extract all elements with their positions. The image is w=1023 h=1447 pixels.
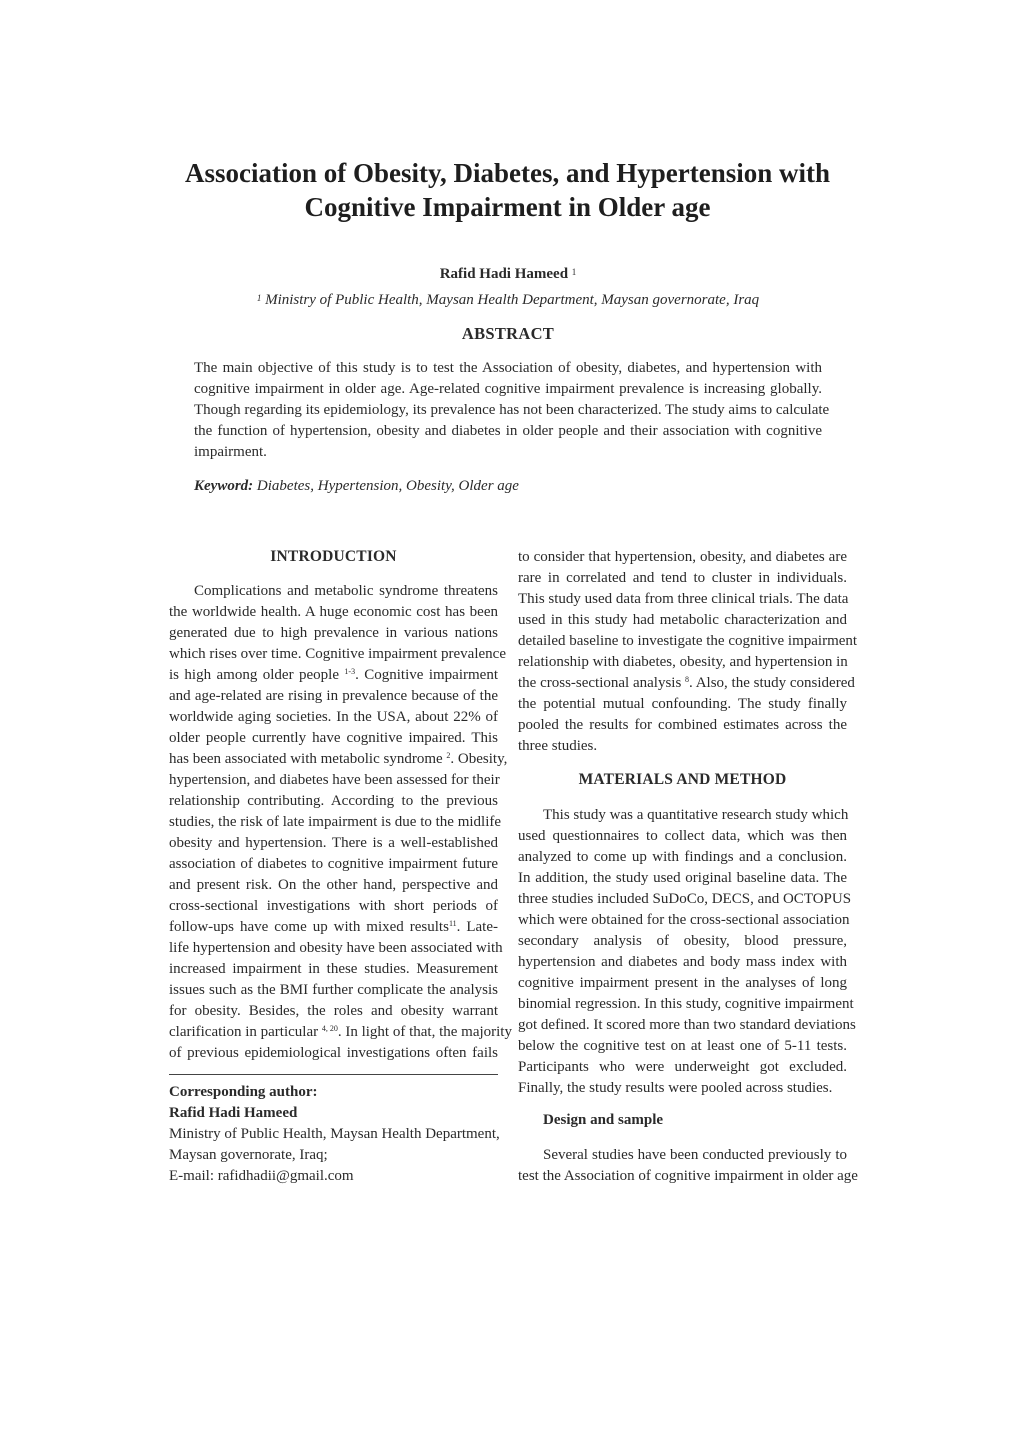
text-span: follow-ups have come up with mixed results	[169, 919, 449, 935]
text-span: the cross-sectional analysis	[518, 675, 686, 691]
author-line	[0, 266, 1016, 283]
citation-ref: 1-3	[344, 667, 356, 676]
text-span: . Late-	[456, 919, 498, 935]
text-line: the potential mutual confounding. The study finally	[518, 696, 847, 712]
text-line: used in this study had metabolic characterization and	[518, 612, 847, 628]
text-span: . Obesity,	[450, 751, 508, 767]
keyword-label: Keyword:	[194, 478, 254, 494]
text-line	[169, 749, 508, 770]
text-line	[169, 917, 498, 938]
text-line: and age-related are rising in prevalence because of the	[169, 688, 498, 704]
text-span: . Also, the study considered	[689, 675, 855, 691]
text-line: This study used data from three clinical trials. The data	[518, 591, 849, 607]
author-affiliation-mark: 1	[571, 267, 577, 277]
footnote-divider	[169, 1074, 498, 1075]
text-line: rare in correlated and tend to cluster in individuals.	[518, 570, 847, 586]
methods-paragraph	[518, 805, 856, 1099]
text-line: relationship with diabetes, obesity, and hypertension in	[518, 654, 848, 670]
text-line: which rises over time. Cognitive impairment prevalence	[169, 646, 506, 662]
citation-ref: 8	[685, 675, 690, 684]
abstract-line: The main objective of this study is to test the Association of obesity, diabetes, and hypertension with	[194, 360, 822, 376]
methods-heading: MATERIALS AND METHOD	[578, 771, 787, 788]
corresponding-address-line: Maysan governorate, Iraq;	[169, 1147, 328, 1163]
text-span: clarification in particular	[169, 1024, 322, 1040]
citation-ref: 2	[446, 751, 451, 760]
abstract-line: impairment.	[194, 444, 267, 460]
corresponding-email: E-mail: rafidhadii@gmail.com	[169, 1168, 354, 1184]
title-line-1: Association of Obesity, Diabetes, and Hypertension with	[184, 158, 831, 188]
corresponding-name: Rafid Hadi Hameed	[169, 1105, 298, 1121]
text-line: pooled the results for combined estimates across the	[518, 717, 847, 733]
text-line: relationship contributing. According to the previous	[169, 793, 498, 809]
text-line: Participants who were underweight got excluded.	[518, 1059, 847, 1075]
corresponding-label: Corresponding author:	[169, 1084, 318, 1100]
author-name: Rafid Hadi Hameed	[439, 266, 569, 282]
introduction-continuation	[518, 547, 858, 757]
introduction-paragraph	[169, 581, 512, 1064]
text-line	[169, 665, 498, 686]
introduction-heading: INTRODUCTION	[270, 548, 397, 565]
text-line: analyzed to come up with findings and a conclusion.	[518, 849, 847, 865]
abstract-line: cognitive impairment in older age. Age-related cognitive impairment prevalence is increasing globally.	[194, 381, 822, 397]
keyword-text: Diabetes, Hypertension, Obesity, Older age	[256, 478, 519, 494]
text-span: . Cognitive impairment	[355, 667, 498, 683]
text-line: below the cognitive test on at least one of 5-11 tests.	[518, 1038, 847, 1054]
text-line	[518, 673, 855, 694]
abstract-body	[194, 358, 830, 463]
text-line: older people currently have cognitive impaired. This	[169, 730, 498, 746]
text-line: worldwide aging societies. In the USA, about 22% of	[169, 709, 498, 725]
affiliation-text: Ministry of Public Health, Maysan Health Department, Maysan governorate, Iraq	[265, 292, 760, 308]
text-line: the worldwide health. A huge economic cost has been	[169, 604, 498, 620]
text-line: hypertension and diabetes and body mass index with	[518, 954, 847, 970]
design-paragraph	[518, 1145, 858, 1187]
text-line: of previous epidemiological investigations often fails	[169, 1045, 498, 1061]
text-line: and present risk. On the other hand, perspective and	[169, 877, 498, 893]
text-line: detailed baseline to investigate the cognitive impairment	[518, 633, 858, 649]
text-line: used questionnaires to collect data, which was then	[518, 828, 847, 844]
text-line: This study was a quantitative research study which	[543, 807, 849, 823]
text-line: three studies.	[518, 738, 598, 754]
affiliation-line	[0, 292, 1016, 309]
text-line: for obesity. Besides, the roles and obesity warrant	[169, 1003, 498, 1019]
text-line: studies, the risk of late impairment is due to the midlife	[169, 814, 502, 830]
text-span: has been associated with metabolic syndrome	[169, 751, 447, 767]
text-line: which were obtained for the cross-sectional association	[518, 912, 850, 928]
text-line: obesity and hypertension. There is a well-established	[169, 835, 498, 851]
text-line: binomial regression. In this study, cognitive impairment	[518, 996, 854, 1012]
text-line: to consider that hypertension, obesity, and diabetes are	[518, 549, 847, 565]
text-line: got defined. It scored more than two standard deviations	[518, 1017, 856, 1033]
text-line: Complications and metabolic syndrome threatens	[194, 583, 498, 599]
text-line	[169, 1022, 512, 1043]
text-line: three studies included SuDoCo, DECS, and OCTOPUS	[518, 891, 852, 907]
abstract-heading: ABSTRACT	[461, 324, 555, 343]
text-line: issues such as the BMI further complicate the analysis	[169, 982, 498, 998]
abstract-line: the function of hypertension, obesity and diabetes in older people and their association with cognitive	[194, 423, 822, 439]
text-line: Several studies have been conducted previously to	[543, 1147, 847, 1163]
text-line: test the Association of cognitive impairment in older age	[518, 1168, 858, 1184]
text-line: generated due to high prevalence in various nations	[169, 625, 498, 641]
citation-ref: 11	[448, 919, 457, 928]
affiliation-mark: 1	[256, 293, 262, 303]
text-line: increased impairment in these studies. Measurement	[169, 961, 498, 977]
text-line: cross-sectional investigations with short periods of	[169, 898, 498, 914]
paper-title	[150, 156, 865, 224]
design-subheading: Design and sample	[543, 1112, 664, 1128]
text-line: life hypertension and obesity have been associated with	[169, 940, 503, 956]
text-line: In addition, the study used original baseline data. The	[518, 870, 847, 886]
corresponding-author-block	[169, 1082, 500, 1187]
text-span: is high among older people	[169, 667, 345, 683]
text-line: Finally, the study results were pooled across studies.	[518, 1080, 833, 1096]
text-line: hypertension, and diabetes have been assessed for their	[169, 772, 500, 788]
citation-ref: 4, 20	[321, 1024, 338, 1033]
text-span: . In light of that, the majority	[337, 1024, 512, 1040]
keyword-line	[194, 478, 519, 495]
text-line: association of diabetes to cognitive impairment future	[169, 856, 498, 872]
corresponding-address-line: Ministry of Public Health, Maysan Health Department,	[169, 1126, 500, 1142]
title-line-2: Cognitive Impairment in Older age	[304, 192, 711, 222]
text-line: cognitive impairment present in the analyses of long	[518, 975, 847, 991]
text-line: secondary analysis of obesity, blood pressure,	[518, 933, 847, 949]
abstract-line: Though regarding its epidemiology, its prevalence has not been characterized. The study aims to calculate	[194, 402, 830, 418]
